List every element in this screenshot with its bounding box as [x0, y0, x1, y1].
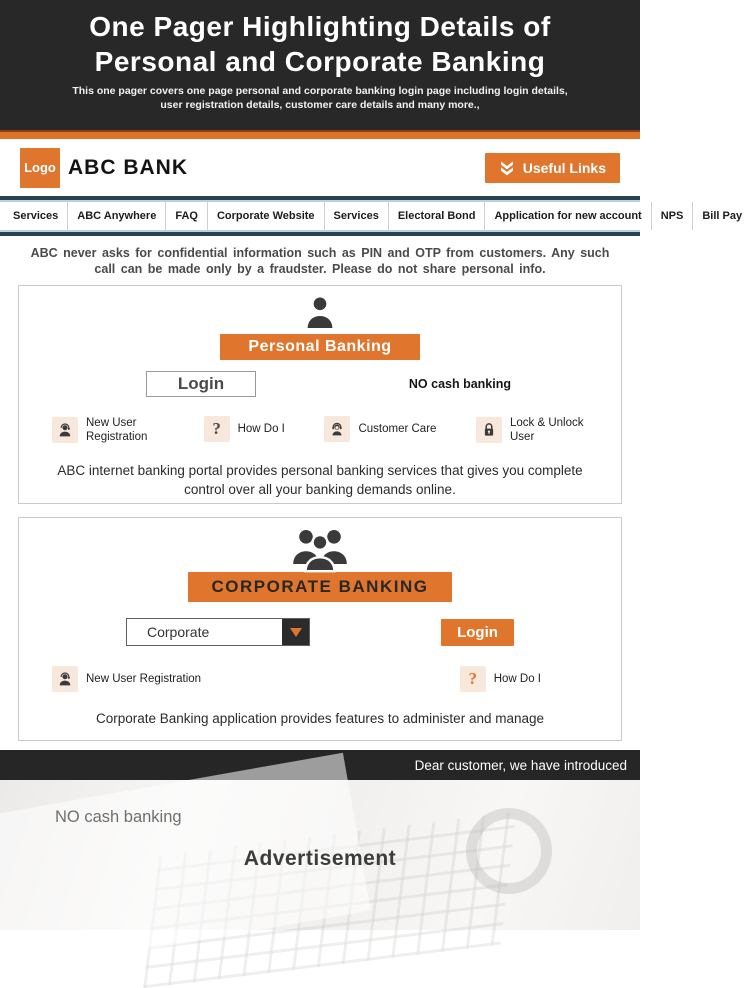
corporate-type-dropdown[interactable] — [126, 618, 310, 646]
personal-login-row — [19, 371, 621, 397]
bank-logo-label: Logo — [24, 160, 56, 175]
personal-banking-card — [18, 285, 622, 504]
fraud-notice: ABC never asks for confidential information such as PIN and OTP from customers. Any such call can be made only by a fraudster. Please do not share personal info. — [30, 246, 610, 276]
nav-item-electoral-bond[interactable]: Electoral Bond — [389, 202, 486, 230]
corporate-features-row — [19, 666, 621, 692]
corporate-banking-banner: CORPORATE BANKING — [188, 572, 453, 602]
person-icon — [19, 286, 621, 332]
how-do-i-link[interactable] — [204, 416, 285, 442]
nav-item-abc-anywhere[interactable]: ABC Anywhere — [68, 202, 166, 230]
corporate-login-button[interactable]: Login — [441, 619, 514, 646]
question-mark-icon: ? — [204, 416, 230, 442]
personal-description: ABC internet banking portal provides personal banking services that gives you complete control over all your banking demands online. — [57, 463, 583, 497]
bank-header-bar — [0, 139, 640, 196]
advertisement-label: Advertisement — [243, 847, 397, 870]
personal-features-row — [19, 416, 621, 444]
nav-item-services-2[interactable]: Services — [325, 202, 389, 230]
personal-login-button[interactable]: Login — [146, 371, 256, 397]
bank-name: ABC BANK — [68, 155, 188, 179]
feature-label: New User Registration — [86, 417, 148, 443]
corporate-how-do-i-link[interactable] — [460, 666, 541, 692]
new-user-registration-link[interactable] — [52, 416, 164, 444]
lock-unlock-user-link[interactable] — [476, 416, 588, 444]
triangle-down-icon — [290, 628, 302, 637]
feature-label: How Do I — [493, 673, 541, 685]
slide-header — [0, 0, 640, 130]
nav-item-bill-pay[interactable]: Bill Pay — [702, 210, 743, 222]
page-subtitle: This one pager covers one page personal and corporate banking login page including login details, user registration details, customer care details and many more., — [72, 85, 568, 111]
nav-item-services[interactable]: Services — [4, 202, 68, 230]
corporate-banking-card — [18, 517, 622, 741]
page-title-line1: One Pager Highlighting Details of — [89, 11, 551, 42]
nav-item-new-account[interactable]: Application for new account — [485, 202, 651, 230]
people-group-icon — [19, 518, 621, 578]
lock-icon — [476, 417, 502, 443]
feature-label: New User Registration — [86, 673, 202, 685]
useful-links-label: Useful Links — [522, 159, 606, 176]
corporate-controls-row — [19, 618, 621, 646]
page-title-line2: Personal and Corporate Banking — [94, 46, 546, 77]
dropdown-arrow-button[interactable] — [282, 619, 309, 645]
useful-links-button[interactable] — [485, 153, 620, 183]
accent-divider — [0, 130, 640, 139]
customer-care-link[interactable] — [324, 416, 436, 442]
advertisement-footer — [0, 780, 640, 930]
question-mark-icon: ? — [460, 666, 486, 692]
main-nav — [0, 196, 743, 236]
ticker-text: Dear customer, we have introduced — [414, 757, 627, 773]
bank-logo — [20, 148, 60, 188]
corporate-description: Corporate Banking application provides features to administer and manage — [95, 711, 545, 726]
footer-no-cash-label: NO cash banking — [55, 808, 182, 826]
feature-label: How Do I — [237, 423, 285, 435]
no-cash-banking-label: NO cash banking — [408, 377, 511, 391]
nav-item-corporate-website[interactable]: Corporate Website — [208, 202, 325, 230]
nav-item-nps[interactable]: NPS — [652, 202, 694, 230]
headset-person-icon — [52, 666, 78, 692]
feature-label: Lock & Unlock User — [510, 417, 584, 443]
feature-label: Customer Care — [358, 423, 437, 435]
personal-banking-banner: Personal Banking — [220, 334, 419, 360]
double-chevron-down-icon — [499, 160, 515, 176]
customer-care-icon — [324, 416, 350, 442]
headset-person-icon — [52, 417, 78, 443]
nav-item-faq[interactable]: FAQ — [166, 202, 208, 230]
corporate-new-user-registration-link[interactable] — [52, 666, 201, 692]
dropdown-selected-value: Corporate — [147, 624, 210, 640]
